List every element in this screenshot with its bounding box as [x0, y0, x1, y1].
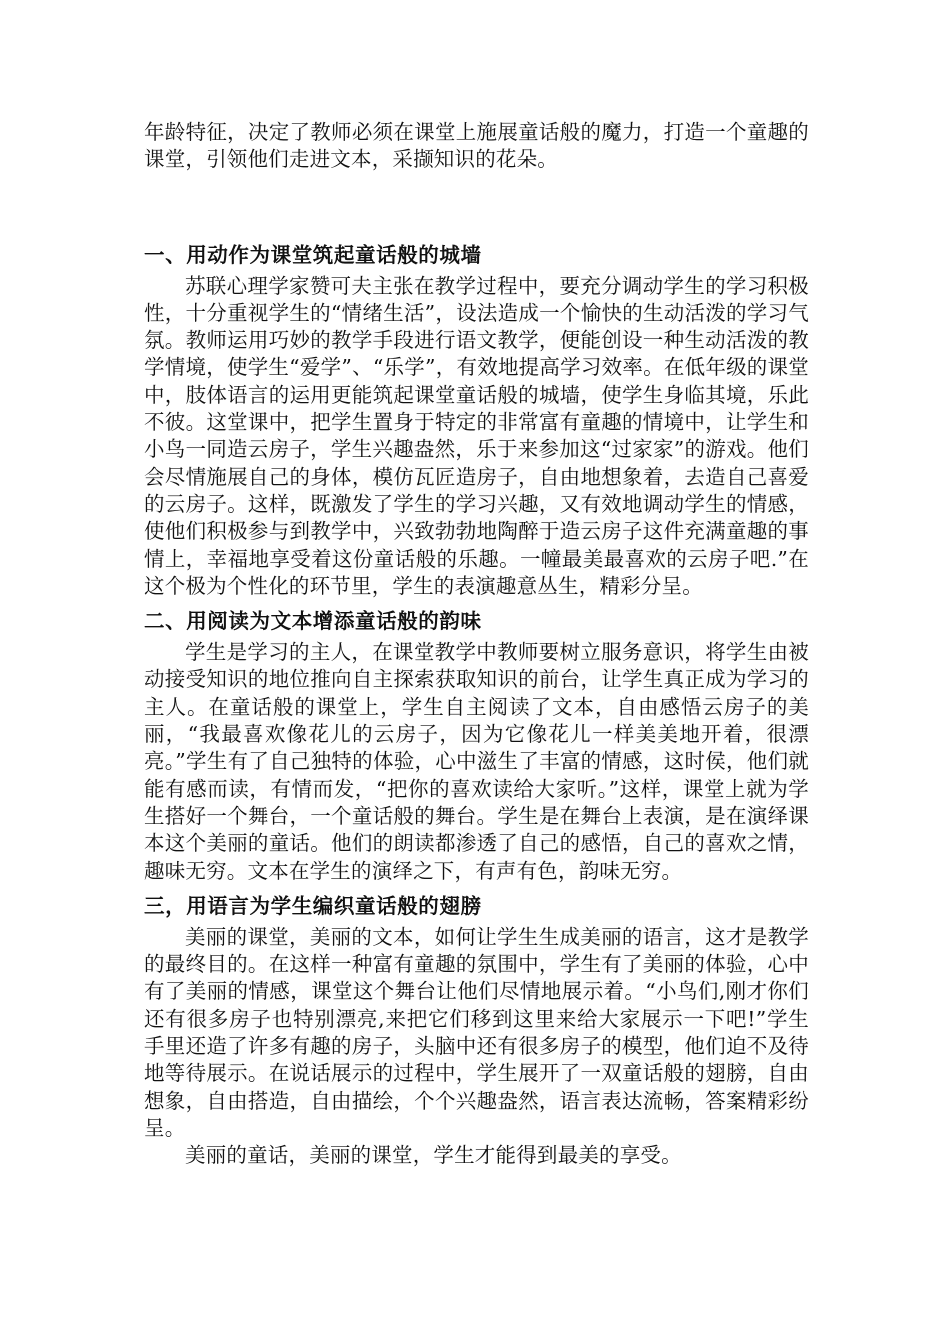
- section-3-paragraph: 美丽的课堂，美丽的文本，如何让学生生成美丽的语言，这才是教学的最终目的。在这样一种富有童趣的氛围中，学生有了美丽的体验，心中有了美丽的情感，课堂这个舞台让他们尽情地展示着。“小鸟们,刚才你们还有很多房子也特别漂亮,来把它们移到这里来给大家展示一下吧!”学生手里还造了许多有趣的房子，头脑中还有很多房子的模型，他们迫不及待地等待展示。在说话展示的过程中，学生展开了一双童话般的翅膀，自由想象，自由搭造，自由描绘，个个兴趣盎然，语言表达流畅，答案精彩纷呈。: [144, 924, 809, 1140]
- section-heading-3: 三，用语言为学生编织童话般的翅膀: [144, 893, 482, 918]
- section-1-paragraph: 苏联心理学家赞可夫主张在教学过程中，要充分调动学生的学习积极性，十分重视学生的“情绪生活”，设法造成一个愉快的生动活泼的学习气氛。教师运用巧妙的教学手段进行语文教学，便能创设一种生动活泼的教学情境，使学生“爱学”、“乐学”，有效地提高学习效率。在低年级的课堂中，肢体语言的运用更能筑起课堂童话般的城墙，使学生身临其境，乐此不彼。这堂课中，把学生置身于特定的非常富有童趣的情境中，让学生和小鸟一同造云房子，学生兴趣盎然，乐于来参加这“过家家”的游戏。他们会尽情施展自己的身体，模仿瓦匠造房子，自由地想象着，去造自己喜爱的云房子。这样，既激发了学生的学习兴趣，又有效地调动学生的情感，使他们积极参与到教学中，兴致勃勃地陶醉于造云房子这件充满童趣的事情上，幸福地享受着这份童话般的乐趣。一幢最美最喜欢的云房子吧.”在这个极为个性化的环节里，学生的表演趣意丛生，精彩分呈。: [144, 273, 809, 598]
- section-heading-2: 二、用阅读为文本增添童话般的韵味: [144, 609, 482, 634]
- section-2-paragraph: 学生是学习的主人，在课堂教学中教师要树立服务意识，将学生由被动接受知识的地位推向自主探索获取知识的前台，让学生真正成为学习的主人。在童话般的课堂上，学生自主阅读了文本，自由感悟云房子的美丽，“我最喜欢像花儿的云房子，因为它像花儿一样美美地开着，很漂亮。”学生有了自己独特的体验，心中滋生了丰富的情感，这时侯，他们就能有感而读，有情而发，“把你的喜欢读给大家听。”这样，课堂上就为学生搭好一个舞台，一个童话般的舞台。学生是在舞台上表演，是在演绎课本这个美丽的童话。他们的朗读都渗透了自己的感悟，自己的喜欢之情，趣味无穷。文本在学生的演绎之下，有声有色，韵味无穷。: [144, 640, 809, 883]
- intro-paragraph: 年龄特征，决定了教师必须在课堂上施展童话般的魔力，打造一个童趣的课堂，引领他们走进文本，采撷知识的花朵。: [144, 120, 809, 172]
- document-body: [144, 119, 809, 1170]
- section-heading-1: 一、用动作为课堂筑起童话般的城墙: [144, 242, 482, 267]
- closing-paragraph: 美丽的童话，美丽的课堂，学生才能得到最美的享受。: [185, 1143, 682, 1168]
